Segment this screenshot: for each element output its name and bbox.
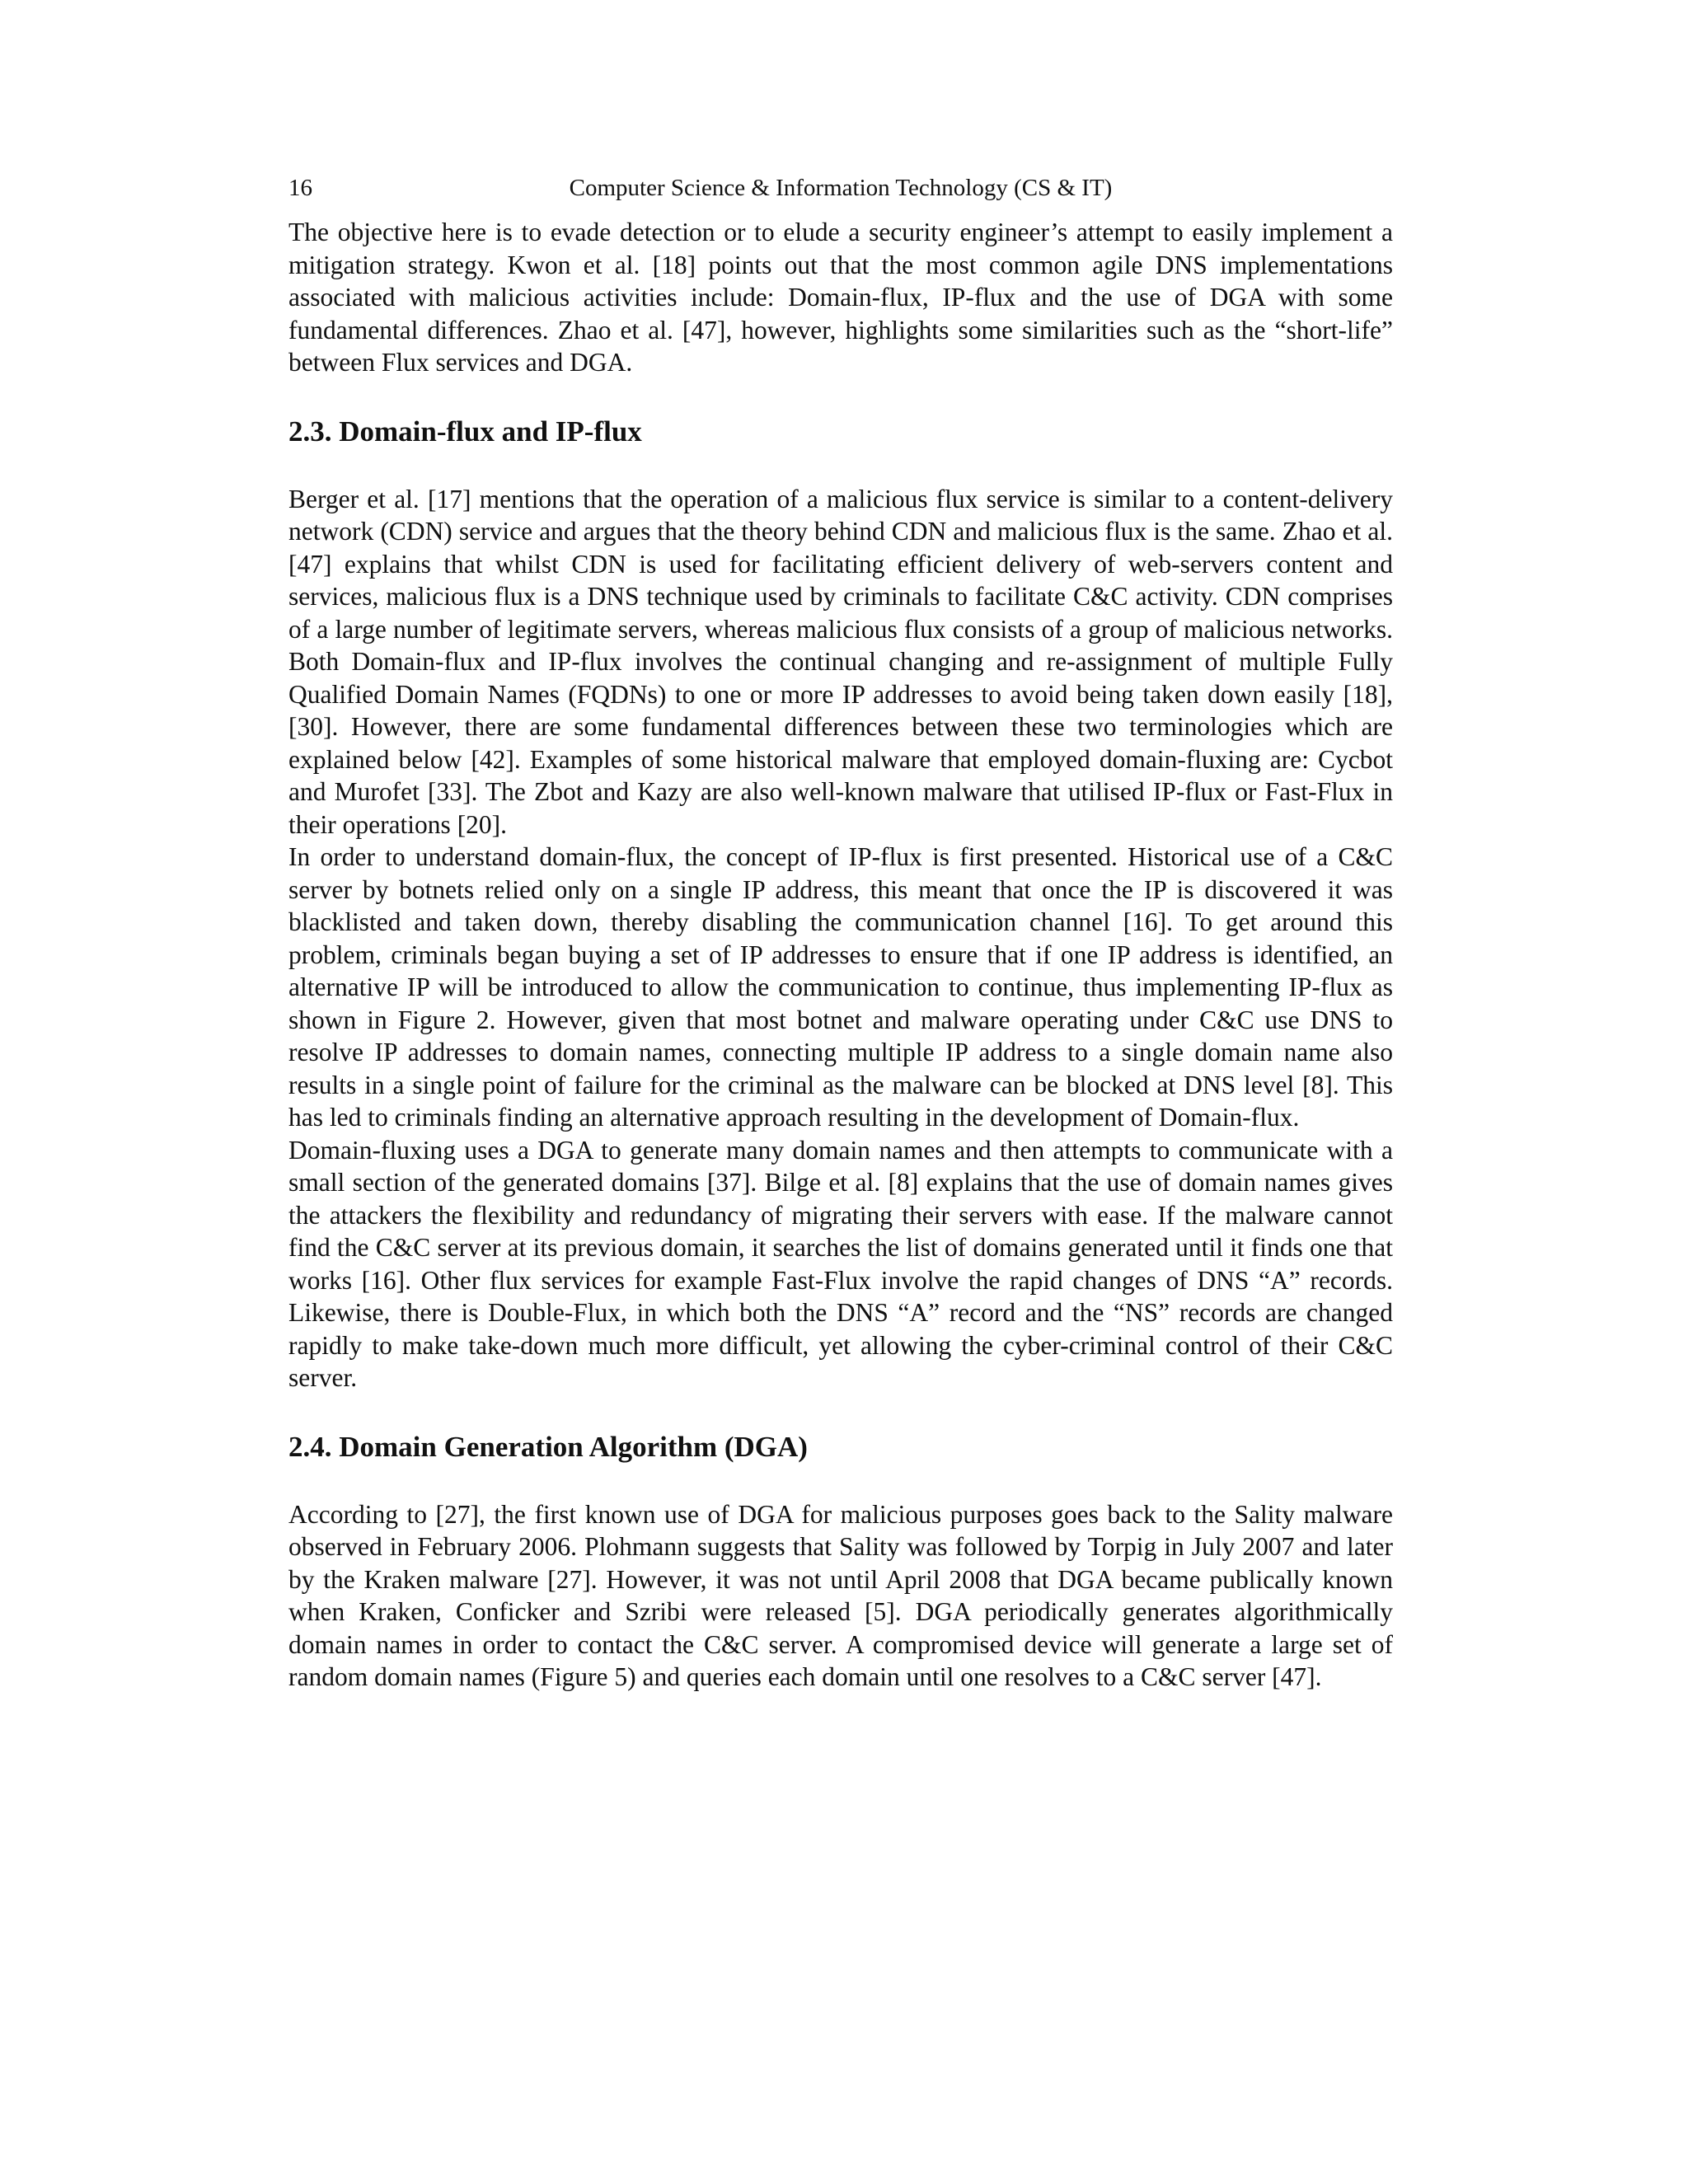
body-column xyxy=(288,216,1393,1694)
journal-title: Computer Science & Information Technology (CS & IT) xyxy=(569,175,1113,201)
page-number: 16 xyxy=(288,175,312,201)
paragraph-2-4-1: According to [27], the first known use of DGA for malicious purposes goes back to the Sality malware observed in February 2006. Plohmann suggests that Sality was followed by Torpig in July 2007 and later by the Kraken malware [27]. However, it was not until April 2008 that DGA became publically known when Kraken, Conficker and Szribi were released [5]. DGA periodically generates algorithmically domain names in order to contact the C&C server. A compromised device will generate a large set of random domain names (Figure 5) and queries each domain until one resolves to a C&C server [47]. xyxy=(288,1499,1393,1691)
running-header xyxy=(288,170,1393,206)
paragraph-2-3-1: Berger et al. [17] mentions that the operation of a malicious flux service is similar to a content-delivery network (CDN) service and argues that the theory behind CDN and malicious flux is the same. Zhao et al. [47] explains that whilst CDN is used for facilitating efficient delivery of web-servers content and services, malicious flux is a DNS technique used by criminals to facilitate C&C activity. CDN comprises of a large number of legitimate servers, whereas malicious flux consists of a group of malicious networks. Both Domain-flux and IP-flux involves the continual changing and re-assignment of multiple Fully Qualified Domain Names (FQDNs) to one or more IP addresses to avoid being taken down easily [18], [30]. However, there are some fundamental differences between these two terminologies which are explained below [42]. Examples of some historical malware that employed domain-fluxing are: Cycbot and Murofet [33]. The Zbot and Kazy are also well-known malware that utilised IP-flux or Fast-Flux in their operations [20]. xyxy=(288,484,1393,839)
intro-paragraph: The objective here is to evade detection or to elude a security engineer’s attempt to easily implement a mitigation strategy. Kwon et al. [18] points out that the most common agile DNS implementations associated with malicious activities include: Domain-flux, IP-flux and the use of DGA with some fundamental differences. Zhao et al. [47], however, highlights some similarities such as the “short-life” between Flux services and DGA. xyxy=(288,218,1393,377)
paragraph-2-3-2: In order to understand domain-flux, the concept of IP-flux is first presented. Historical use of a C&C server by botnets relied only on a single IP address, this meant that once the IP is discovered it was blacklisted and taken down, thereby disabling the communication channel [16]. To get around this problem, criminals began buying a set of IP addresses to ensure that if one IP address is identified, an alternative IP will be introduced to allow the communication to continue, thus implementing IP-flux as shown in Figure 2. However, given that most botnet and malware operating under C&C use DNS to resolve IP addresses to domain names, connecting multiple IP address to a single domain name also results in a single point of failure for the criminal as the malware can be blocked at DNS level [8]. This has led to criminals finding an alternative approach resulting in the development of Domain-flux. xyxy=(288,842,1393,1132)
section-heading-2-3: 2.3. Domain-flux and IP-flux xyxy=(288,415,642,448)
section-heading-2-4: 2.4. Domain Generation Algorithm (DGA) xyxy=(288,1430,808,1463)
paragraph-2-3-3: Domain-fluxing uses a DGA to generate many domain names and then attempts to communicate with a small section of the generated domains [37]. Bilge et al. [8] explains that the use of domain names gives the attackers the flexibility and redundancy of migrating their servers with ease. If the malware cannot find the C&C server at its previous domain, it searches the list of domains generated until it finds one that works [16]. Other flux services for example Fast-Flux involve the rapid changes of DNS “A” records. Likewise, there is Double-Flux, in which both the DNS “A” record and the “NS” records are changed rapidly to make take-down much more difficult, yet allowing the cyber-criminal control of their C&C server. xyxy=(288,1135,1393,1392)
